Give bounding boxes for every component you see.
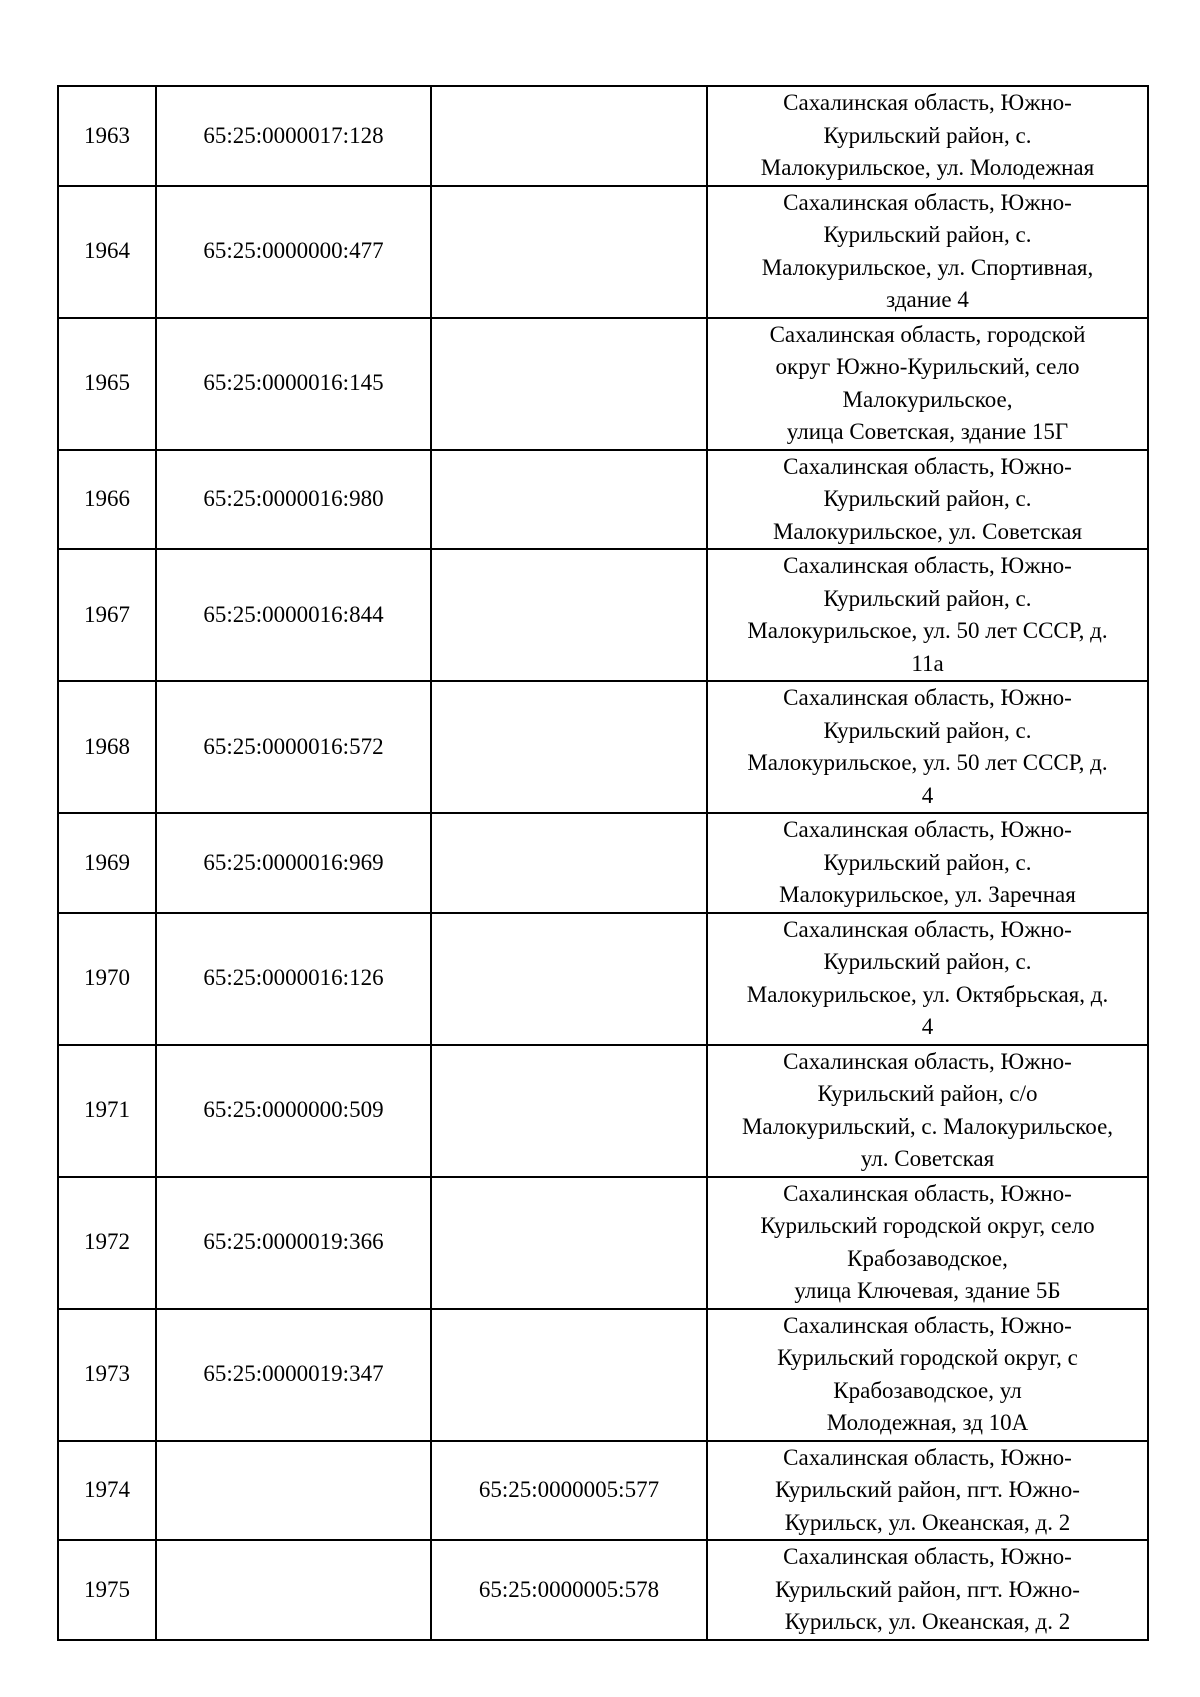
cadastral-number: 65:25:0000016:145	[156, 318, 431, 450]
row-number: 1971	[58, 1045, 156, 1177]
cadastral-number-secondary	[431, 1045, 707, 1177]
address: Сахалинская область, Южно- Курильский район, с. Малокурильское, ул. 50 лет СССР, д. 4	[707, 681, 1148, 813]
table-row	[58, 1309, 1148, 1441]
address: Сахалинская область, Южно- Курильский район, с. Малокурильское, ул. 50 лет СССР, д. 11а	[707, 549, 1148, 681]
cadastral-number: 65:25:0000016:126	[156, 913, 431, 1045]
cadastral-number-secondary	[431, 813, 707, 913]
row-number: 1968	[58, 681, 156, 813]
row-number: 1964	[58, 186, 156, 318]
row-number: 1972	[58, 1177, 156, 1309]
cadastral-number	[156, 1540, 431, 1640]
table-row	[58, 86, 1148, 186]
address: Сахалинская область, Южно- Курильский городской округ, с Крабозаводское, ул Молодежная, зд 10А	[707, 1309, 1148, 1441]
row-number: 1970	[58, 913, 156, 1045]
cadastral-number: 65:25:0000000:509	[156, 1045, 431, 1177]
address: Сахалинская область, Южно- Курильский район, пгт. Южно- Курильск, ул. Океанская, д. 2	[707, 1441, 1148, 1541]
address: Сахалинская область, Южно- Курильский городской округ, село Крабозаводское, улица Ключевая, здание 5Б	[707, 1177, 1148, 1309]
row-number: 1969	[58, 813, 156, 913]
row-number: 1963	[58, 86, 156, 186]
table-row	[58, 1441, 1148, 1541]
row-number: 1966	[58, 450, 156, 550]
row-number: 1975	[58, 1540, 156, 1640]
row-number: 1965	[58, 318, 156, 450]
cadastral-number: 65:25:0000000:477	[156, 186, 431, 318]
row-number: 1973	[58, 1309, 156, 1441]
table-row	[58, 1177, 1148, 1309]
row-number: 1967	[58, 549, 156, 681]
row-number: 1974	[58, 1441, 156, 1541]
address: Сахалинская область, Южно- Курильский район, с. Малокурильское, ул. Заречная	[707, 813, 1148, 913]
table-row	[58, 681, 1148, 813]
cadastral-number-secondary	[431, 549, 707, 681]
table-row	[58, 1045, 1148, 1177]
cadastral-number-secondary	[431, 681, 707, 813]
cadastral-number-secondary	[431, 913, 707, 1045]
cadastral-number: 65:25:0000019:347	[156, 1309, 431, 1441]
table-row	[58, 549, 1148, 681]
address: Сахалинская область, городской округ Южно-Курильский, село Малокурильское, улица Советская, здание 15Г	[707, 318, 1148, 450]
cadastral-number: 65:25:0000019:366	[156, 1177, 431, 1309]
cadastral-number-secondary	[431, 1309, 707, 1441]
table-row	[58, 913, 1148, 1045]
cadastral-number	[156, 1441, 431, 1541]
cadastral-number-secondary	[431, 1177, 707, 1309]
cadastral-number: 65:25:0000016:980	[156, 450, 431, 550]
table-row	[58, 1540, 1148, 1640]
address: Сахалинская область, Южно- Курильский район, с. Малокурильское, ул. Октябрьская, д. 4	[707, 913, 1148, 1045]
table-row	[58, 318, 1148, 450]
cadastral-number-secondary	[431, 86, 707, 186]
cadastral-number-secondary	[431, 186, 707, 318]
table-row	[58, 450, 1148, 550]
address: Сахалинская область, Южно- Курильский район, пгт. Южно- Курильск, ул. Океанская, д. 2	[707, 1540, 1148, 1640]
cadastral-number-secondary	[431, 318, 707, 450]
cadastral-number: 65:25:0000016:572	[156, 681, 431, 813]
cadastral-number: 65:25:0000016:969	[156, 813, 431, 913]
address: Сахалинская область, Южно- Курильский район, с. Малокурильское, ул. Советская	[707, 450, 1148, 550]
cadastral-number: 65:25:0000016:844	[156, 549, 431, 681]
cadastral-number: 65:25:0000017:128	[156, 86, 431, 186]
address: Сахалинская область, Южно- Курильский район, с. Малокурильское, ул. Спортивная, здание 4	[707, 186, 1148, 318]
table-row	[58, 186, 1148, 318]
cadastral-number-secondary: 65:25:0000005:578	[431, 1540, 707, 1640]
address: Сахалинская область, Южно- Курильский район, с. Малокурильское, ул. Молодежная	[707, 86, 1148, 186]
registry-table	[57, 85, 1149, 1641]
cadastral-number-secondary	[431, 450, 707, 550]
address: Сахалинская область, Южно- Курильский район, с/о Малокурильский, с. Малокурильское, ул. Советская	[707, 1045, 1148, 1177]
cadastral-number-secondary: 65:25:0000005:577	[431, 1441, 707, 1541]
table-row	[58, 813, 1148, 913]
